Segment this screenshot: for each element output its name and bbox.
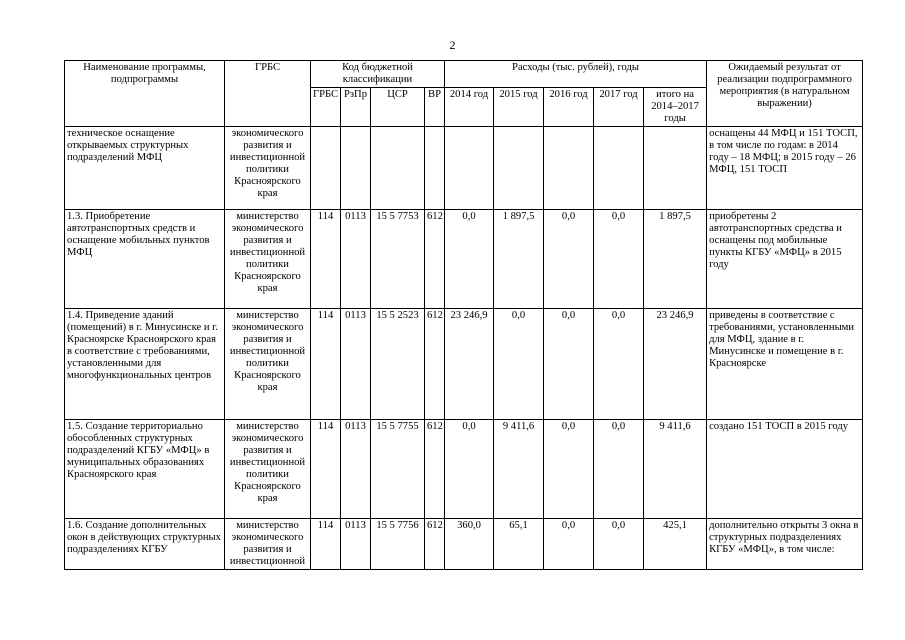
row-vr <box>425 127 445 210</box>
header-expenses: Расходы (тыс. рублей), годы <box>445 61 707 88</box>
row-2017: 0,0 <box>594 420 644 519</box>
row-rzpr: 0113 <box>341 420 371 519</box>
row-csr: 15 5 2523 <box>371 309 425 420</box>
row-name: 1.4. Приведение зданий (помещений) в г. Минусинске и г. Красноярске Красноярского края в соответствие с требованиями, установленными для многофункциональных центров <box>65 309 225 420</box>
row-total: 1 897,5 <box>644 210 707 309</box>
row-rzpr: 0113 <box>341 210 371 309</box>
row-vr: 612 <box>425 420 445 519</box>
row-result: дополнительно открыты 3 окна в структурных подразделениях КГБУ «МФЦ», в том числе: <box>707 519 863 570</box>
header-sub-csr: ЦСР <box>371 88 425 127</box>
row-2017: 0,0 <box>594 519 644 570</box>
row-2016 <box>544 127 594 210</box>
row-total <box>644 127 707 210</box>
row-2016: 0,0 <box>544 519 594 570</box>
row-2016: 0,0 <box>544 420 594 519</box>
row-2017: 0,0 <box>594 210 644 309</box>
row-2017 <box>594 127 644 210</box>
row-csr: 15 5 7755 <box>371 420 425 519</box>
row-total: 9 411,6 <box>644 420 707 519</box>
row-grbs: министерство экономического развития и инвестиционной политики Красноярского края <box>225 309 311 420</box>
header-sub-2017: 2017 год <box>594 88 644 127</box>
row-csr: 15 5 7753 <box>371 210 425 309</box>
row-2014: 0,0 <box>445 210 494 309</box>
row-vr: 612 <box>425 309 445 420</box>
header-sub-grbs: ГРБС <box>311 88 341 127</box>
header-sub-rzpr: РзПр <box>341 88 371 127</box>
row-name: 1.3. Приобретение автотранспортных средств и оснащение мобильных пунктов МФЦ <box>65 210 225 309</box>
row-result: оснащены 44 МФЦ и 151 ТОСП, в том числе по годам: в 2014 году – 18 МФЦ; в 2015 году – 26 МФЦ, 151 ТОСП <box>707 127 863 210</box>
row-csr: 15 5 7756 <box>371 519 425 570</box>
row-2014: 360,0 <box>445 519 494 570</box>
header-budget-code: Код бюджетной классификации <box>311 61 445 88</box>
row-2015: 1 897,5 <box>494 210 544 309</box>
header-sub-2016: 2016 год <box>544 88 594 127</box>
row-vr: 612 <box>425 519 445 570</box>
row-2014 <box>445 127 494 210</box>
row-csr <box>371 127 425 210</box>
row-grbs: министерство экономического развития и инвестиционной политики Красноярского края <box>225 420 311 519</box>
table-row <box>65 420 863 519</box>
row-rzpr: 0113 <box>341 519 371 570</box>
row-2015: 9 411,6 <box>494 420 544 519</box>
row-grbs-code <box>311 127 341 210</box>
row-result: приобретены 2 автотранспортных средства и оснащены под мобильные пункты КГБУ «МФЦ» в 2015 году <box>707 210 863 309</box>
row-grbs: министерство экономического развития и инвестиционной <box>225 519 311 570</box>
row-2015: 65,1 <box>494 519 544 570</box>
row-name: 1.5. Создание территориально обособленных структурных подразделений КГБУ «МФЦ» в муниципальных образованиях Красноярского края <box>65 420 225 519</box>
header-row-1 <box>65 61 863 88</box>
budget-table <box>64 60 863 570</box>
row-grbs: экономического развития и инвестиционной политики Красноярского края <box>225 127 311 210</box>
page-number: 2 <box>449 38 456 52</box>
row-2016: 0,0 <box>544 309 594 420</box>
row-grbs-code: 114 <box>311 309 341 420</box>
row-grbs-code: 114 <box>311 420 341 519</box>
row-name: техническое оснащение открываемых структурных подразделений МФЦ <box>65 127 225 210</box>
row-rzpr: 0113 <box>341 309 371 420</box>
header-sub-2015: 2015 год <box>494 88 544 127</box>
table-row <box>65 127 863 210</box>
row-result: приведены в соответствие с требованиями, установленными для МФЦ, здание в г. Минусинске и помещение в г. Красноярске <box>707 309 863 420</box>
row-name: 1.6. Создание дополнительных окон в действующих структурных подразделениях КГБУ <box>65 519 225 570</box>
header-sub-vr: ВР <box>425 88 445 127</box>
row-grbs: министерство экономического развития и инвестиционной политики Красноярского края <box>225 210 311 309</box>
header-name: Наименование программы, подпрограммы <box>65 61 225 127</box>
table-row <box>65 210 863 309</box>
row-2017: 0,0 <box>594 309 644 420</box>
row-2016: 0,0 <box>544 210 594 309</box>
header-sub-2014: 2014 год <box>445 88 494 127</box>
row-rzpr <box>341 127 371 210</box>
table-row <box>65 309 863 420</box>
header-sub-total: итого на 2014–2017 годы <box>644 88 707 127</box>
row-grbs-code: 114 <box>311 210 341 309</box>
row-total: 425,1 <box>644 519 707 570</box>
row-result: создано 151 ТОСП в 2015 году <box>707 420 863 519</box>
row-2014: 23 246,9 <box>445 309 494 420</box>
header-result: Ожидаемый результат от реализации подпрограммного мероприятия (в натуральном выражении) <box>707 61 863 127</box>
row-grbs-code: 114 <box>311 519 341 570</box>
row-2014: 0,0 <box>445 420 494 519</box>
table-row <box>65 519 863 570</box>
row-2015: 0,0 <box>494 309 544 420</box>
header-grbs: ГРБС <box>225 61 311 127</box>
row-2015 <box>494 127 544 210</box>
row-vr: 612 <box>425 210 445 309</box>
row-total: 23 246,9 <box>644 309 707 420</box>
